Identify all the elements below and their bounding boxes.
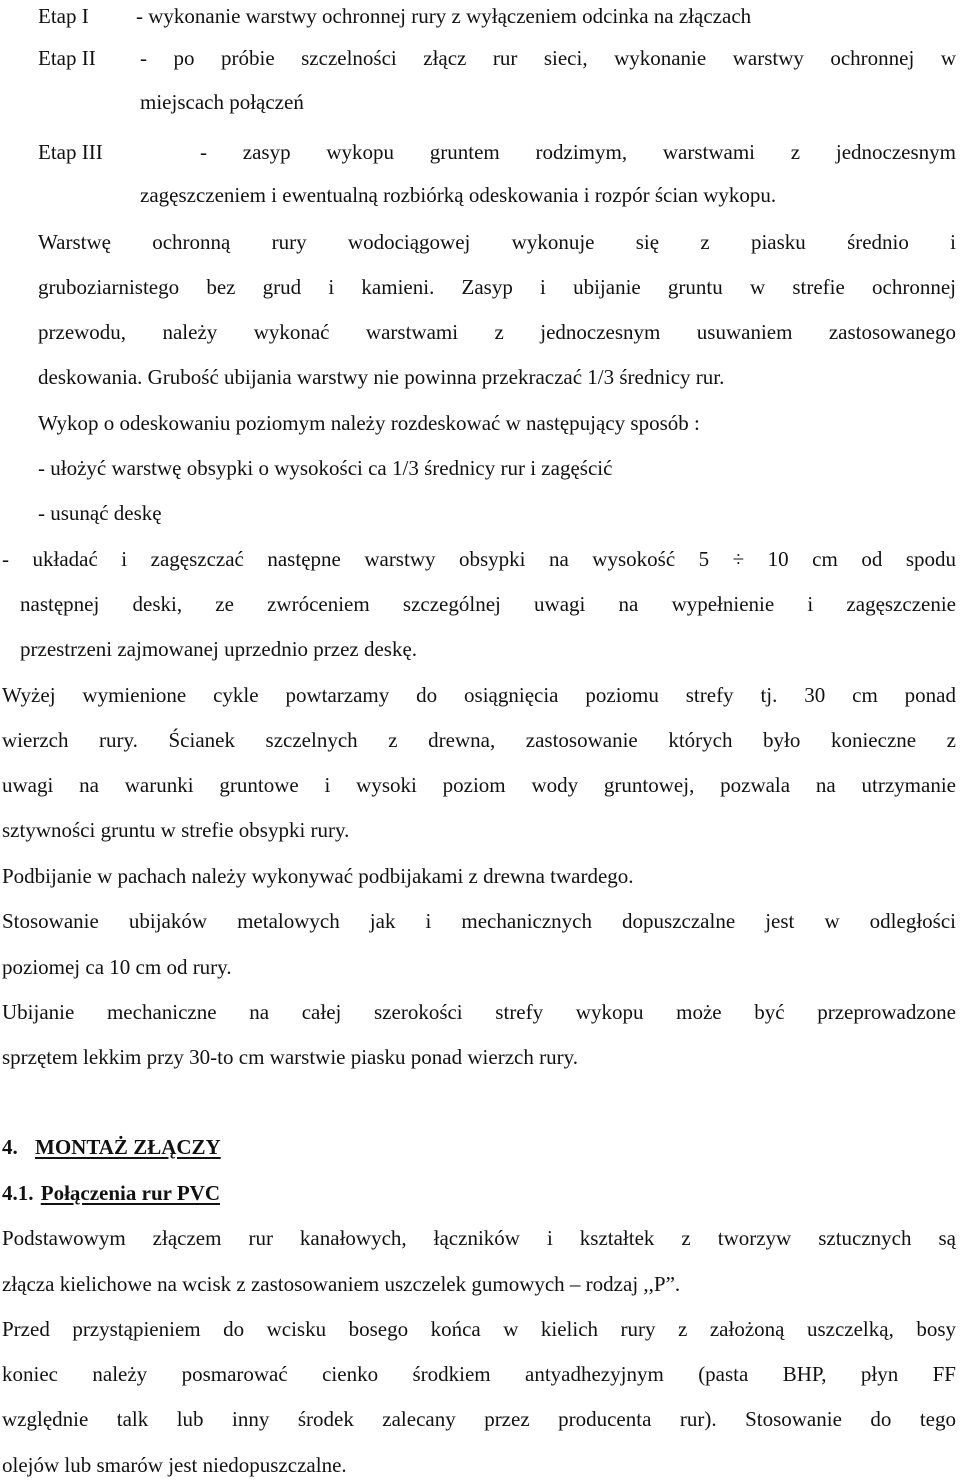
subsection-title: Połączenia rur PVC: [40, 1181, 220, 1205]
p1-line1: Warstwę ochronną rury wodociągowej wykonuje się z piasku średnio i: [38, 230, 956, 254]
p6-line2: poziomej ca 10 cm od rury.: [2, 955, 232, 979]
p1-line2: gruboziarnistego bez grud i kamieni. Zasyp i ubijanie gruntu w strefie ochronnej: [38, 275, 956, 299]
p6-line1: Stosowanie ubijaków metalowych jak i mechanicznych dopuszczalne jest w odległości: [2, 909, 956, 933]
p3-line3: przestrzeni zajmowanej uprzednio przez deskę.: [20, 637, 418, 661]
etap-3-text-line2: zagęszczeniem i ewentualną rozbiórką odeskowania i rozpór ścian wykopu.: [140, 183, 777, 207]
p8-line1: Podstawowym złączem rur kanałowych, łączników i kształtek z tworzyw sztucznych są: [2, 1226, 956, 1250]
etap-2-text-line1: - po próbie szczelności złącz rur sieci, wykonanie warstwy ochronnej w: [140, 46, 956, 70]
p4-line1: Wyżej wymienione cykle powtarzamy do osiągnięcia poziomu strefy tj. 30 cm ponad: [2, 683, 956, 707]
p9-line1: Przed przystąpieniem do wcisku bosego końca w kielich rury z założoną uszczelką, bosy: [2, 1317, 956, 1341]
p3-line1: - układać i zagęszczać następne warstwy obsypki na wysokość 5 ÷ 10 cm od spodu: [2, 547, 956, 571]
p7-line1: Ubijanie mechaniczne na całej szerokości strefy wykopu może być przeprowadzone: [2, 1000, 956, 1024]
etap-3-text-line1: - zasyp wykopu gruntem rodzimym, warstwami z jednoczesnym: [200, 140, 956, 164]
section-number: 4.: [2, 1135, 18, 1159]
p9-line2: koniec należy posmarować cienko środkiem antyadhezyjnym (pasta BHP, płyn FF: [2, 1362, 956, 1386]
p1-line4: deskowania. Grubość ubijania warstwy nie powinna przekraczać 1/3 średnicy rur.: [38, 365, 725, 389]
p5-line1: Podbijanie w pachach należy wykonywać podbijakami z drewna twardego.: [2, 864, 634, 888]
p8-line2: złącza kielichowe na wcisk z zastosowaniem uszczelek gumowych – rodzaj ,,P”.: [2, 1272, 681, 1296]
p2-line2: - ułożyć warstwę obsypki o wysokości ca 1/3 średnicy rur i zagęścić: [38, 456, 613, 480]
section-title: MONTAŻ ZŁĄCZY: [35, 1135, 221, 1159]
subsection-number: 4.1.: [2, 1181, 34, 1205]
p7-line2: sprzętem lekkim przy 30-to cm warstwie piasku ponad wierzch rury.: [2, 1045, 578, 1069]
p3-line2: następnej deski, ze zwróceniem szczególnej uwagi na wypełnienie i zagęszczenie: [20, 592, 956, 616]
etap-2-text-line2: miejscach połączeń: [140, 90, 304, 114]
p2-line1: Wykop o odeskowaniu poziomym należy rozdeskować w następujący sposób :: [38, 411, 700, 435]
p2-line3: - usunąć deskę: [38, 501, 162, 525]
p9-line3: względnie talk lub inny środek zalecany przez producenta rur). Stosowanie do tego: [2, 1407, 956, 1431]
p4-line2: wierzch rury. Ścianek szczelnych z drewna, zastosowanie których było konieczne z: [2, 728, 956, 752]
p4-line4: sztywności gruntu w strefie obsypki rury.: [2, 818, 350, 842]
etap-3-label: Etap III: [38, 140, 103, 164]
etap-2-label: Etap II: [38, 46, 96, 70]
etap-1-text: - wykonanie warstwy ochronnej rury z wyłączeniem odcinka na złączach: [136, 4, 752, 28]
p9-line4: olejów lub smarów jest niedopuszczalne.: [2, 1453, 347, 1477]
etap-1-label: Etap I: [38, 4, 89, 28]
p4-line3: uwagi na warunki gruntowe i wysoki poziom wody gruntowej, pozwala na utrzymanie: [2, 773, 956, 797]
section-heading: [2, 1134, 221, 1160]
p1-line3: przewodu, należy wykonać warstwami z jednoczesnym usuwaniem zastosowanego: [38, 320, 956, 344]
subsection-heading: [2, 1180, 220, 1206]
